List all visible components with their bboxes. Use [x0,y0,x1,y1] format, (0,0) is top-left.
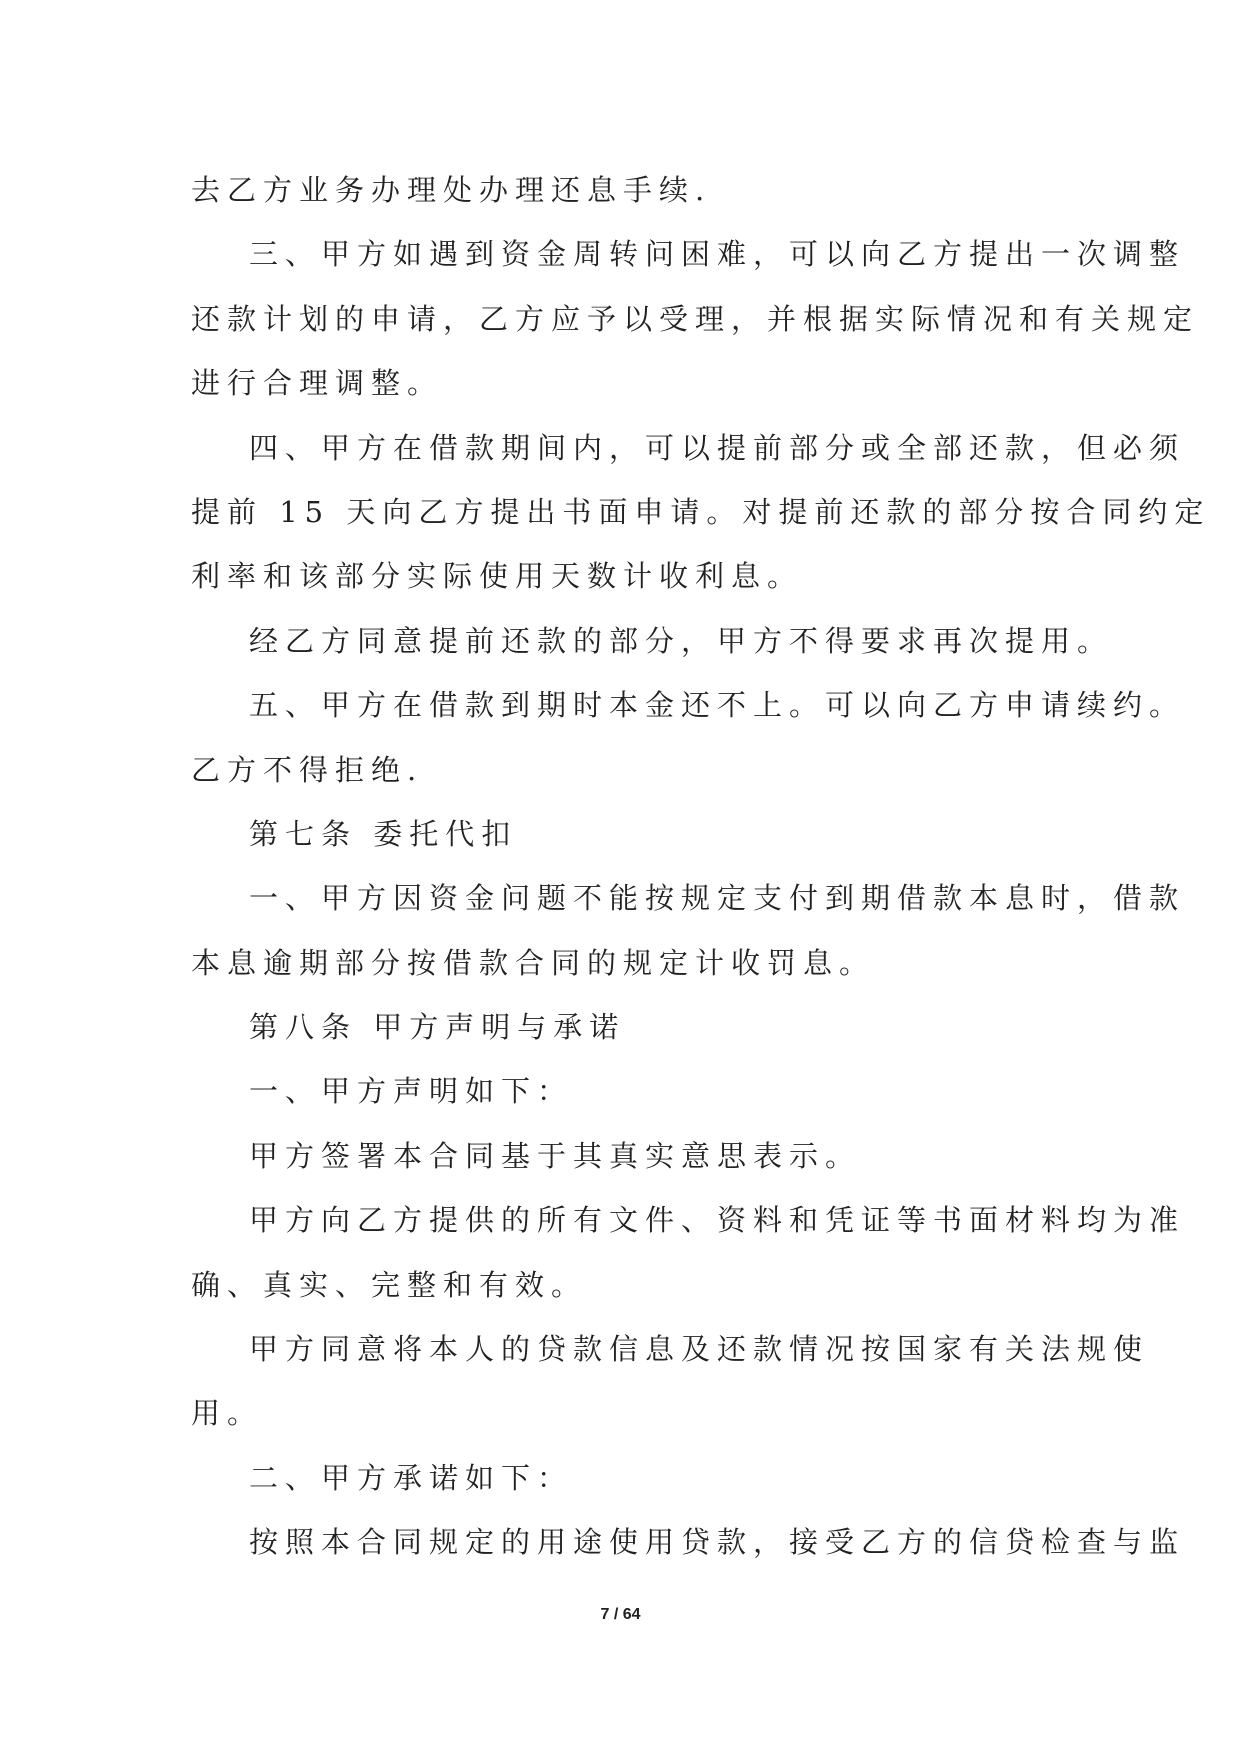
article-7-heading: 第七条 委托代扣 [249,816,518,851]
article-8-heading: 第八条 甲方声明与承诺 [249,1010,626,1045]
text-line-7: 利率和该部分实际使用天数计收利息。 [191,559,804,594]
text-line-22: 按照本合同规定的用途使用贷款，接受乙方的信贷检查与监 [249,1525,1186,1560]
text-line-2: 三、甲方如遇到资金周转问困难，可以向乙方提出一次调整 [249,237,1186,272]
text-line-1: 去乙方业务办理处办理还息手续. [191,173,712,207]
text-line-12: 一、甲方因资金问题不能按规定支付到期借款本息时，借款 [249,881,1186,916]
text-line-21: 二、甲方承诺如下： [249,1460,574,1495]
page-number: 7 / 64 [600,1606,641,1623]
text-line-19: 甲方同意将本人的贷款信息及还款情况按国家有关法规使 [249,1332,1150,1367]
text-line-9: 五、甲方在借款到期时本金还不上。可以向乙方申请续约。 [249,688,1186,723]
text-line-10: 乙方不得拒绝. [191,752,424,787]
text-line-15: 一、甲方声明如下： [249,1074,574,1109]
text-line-16: 甲方签署本合同基于其真实意思表示。 [249,1138,862,1173]
text-line-20: 用。 [191,1396,264,1431]
text-line-18: 确、真实、完整和有效。 [191,1267,588,1302]
text-line-13: 本息逾期部分按借款合同的规定计收罚息。 [191,945,876,980]
text-line-5: 四、甲方在借款期间内，可以提前部分或全部还款，但必须 [249,430,1186,465]
text-line-3: 还款计划的申请，乙方应予以受理，并根据实际情况和有关规定 [191,301,1200,336]
text-line-17: 甲方向乙方提供的所有文件、资料和凭证等书面材料均为准 [249,1203,1186,1238]
text-line-8: 经乙方同意提前还款的部分，甲方不得要求再次提用。 [249,623,1114,658]
text-line-4: 进行合理调整。 [191,366,444,401]
text-line-6: 提前 15 天向乙方提出书面申请。对提前还款的部分按合同约定 [191,494,1211,529]
document-body [191,158,1211,1575]
